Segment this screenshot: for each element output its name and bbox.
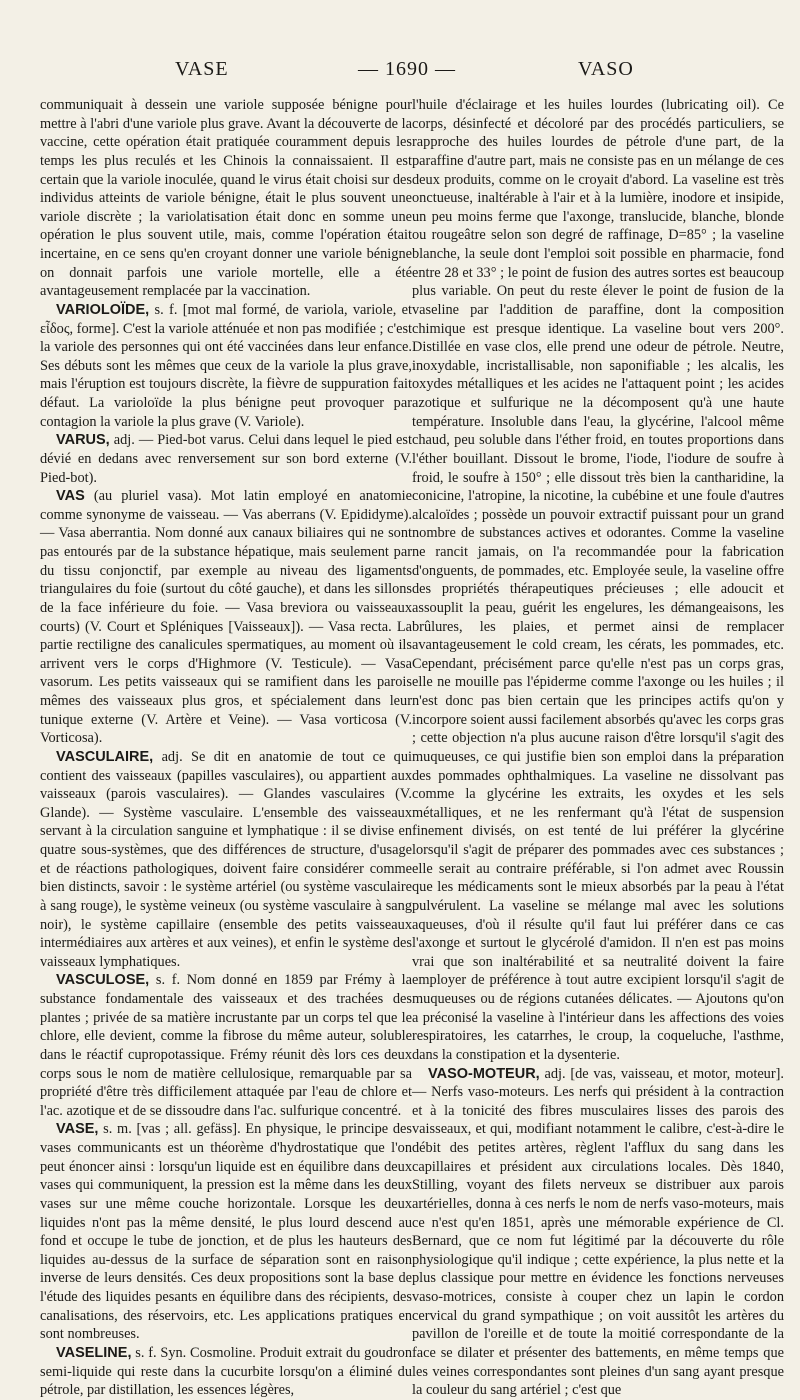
entry-varioloide: [40, 301, 412, 431]
entry-vaseline: [40, 1344, 412, 1400]
entry-text: s. f. Syn. Cosmoline. Produit extrait du goudron semi-liquide qui reste dans la cucurbite lorsqu'on a éliminé du pétrole, par distillation, les essences légères,: [40, 1344, 412, 1399]
right-column: [412, 96, 784, 1399]
paragraph-continued: communiquait à dessein une variole supposée bénigne pour mettre à l'abri d'une variole plus grave. Avant la découverte de la vaccine, cette opération était pratiquée couramment depuis les temps les plus reculés et les Chinois la connaissaient. Il est certain que la variole inoculée, quand le virus était choisi sur des individus atteints de variole bénigne, était le plus souvent une variole discrète ; la variolatisation était donc en somme une opération le plus souvent utile, mais, comme l'opération était incertaine, en ce sens qu'en croyant donner une variole bénigne on donnait parfois une variole mortelle, elle a été avantageusement remplacée par la vaccination.: [40, 97, 412, 300]
headword: VASCULAIRE,: [56, 748, 154, 765]
headword: VASO-MOTEUR,: [428, 1065, 540, 1082]
entry-vase: [40, 1120, 412, 1344]
entry-text: s. m. [vas ; all. gefäss]. En physique, le principe des vases communicants est un théorème d'hydrostatique que l'on peut énoncer ainsi : lorsqu'un liquide est en équilibre dans deux vases qui communiquent, la pression est la même dans les deux vases sur une même couche horizontale. Lorsque les deux liquides n'ont pas la même densité, le plus lourd descend au fond et occupe le tube de jonction, et de plus les hauteurs des liquides au-dessus de la surface de séparation sont en raison inverse de leurs densités. Ces deux propositions sont la base de l'étude des liquides pesants en équilibre dans des récipients, des canalisations, des réservoirs, etc. Les applications pratiques en sont nombreuses.: [40, 1121, 412, 1343]
headword: VAS: [56, 488, 85, 505]
entry-vasculose: [40, 971, 412, 1120]
running-header: [0, 58, 800, 90]
headword: VARIOLOÏDE,: [56, 301, 150, 318]
entry-text: adj. — Pied-bot varus. Celui dans lequel le pied est dévié en dedans avec renversement sur son bord externe (V. Pied-bot).: [40, 432, 412, 486]
entry-text: adj. [de vas, vaisseau, et motor, moteur]. — Nerfs vaso-moteurs. Les nerfs qui président à la contraction et à la tonicité des fibres musculaires lisses des parois des vaisseaux, et qui, modifiant notamment le calibre, c'est-à-dire le débit des petites artères, règlent l'afflux du sang dans les capillaires et président aux circulations locales. Dès 1840, Stilling, voyant des filets nerveux se distribuer aux parois artérielles, donna à ces nerfs le nom de nerfs vaso-moteurs, mais ce n'est qu'en 1851, après une mémorable expérience de Cl. Bernard, que ce nom fut légitimé par la découverte du rôle physiologique qu'il indique ; cette expérience, la plus nette et la plus classique pour mettre en évidence les fonctions nerveuses vaso-motrices, consiste à couper chez un lapin le cordon cervical du grand sympathique ; on voit aussitôt les artères du pavillon de l'oreille et de toute la moitié correspondante de la face se dilater et présenter des battements, en même temps que les veines correspondantes sont pleines d'un sang ayant presque la couleur du sang artériel ; c'est que: [412, 1065, 784, 1399]
entry-text: s. f. [mot mal formé, de variola, variole, et εἶδος, forme]. C'est la variole atténuée et non pas modifiée ; c'est la variole des personnes qui ont été vaccinées dans leur enfance. Ses débuts sont les mêmes que ceux de la variole la plus grave, mais l'éruption est toujours discrète, la fièvre de suppuration fait défaut. La varioloïde la plus bénigne peut provoquer par contagion la variole la plus grave (V. Variole).: [40, 301, 413, 430]
entry-varus: [40, 431, 412, 487]
entry-text: adj. Se dit en anatomie de tout ce qui contient des vaisseaux (papilles vasculaires), ou appartient aux vaisseaux (parois vasculaires). — Glandes vasculaires (V. Glande). — Système vasculaire. L'ensemble des vaisseaux servant à la circulation sanguine et lymphatique : il se divise en quatre sous-systèmes, que des différences de structure, d'usage et de réactions pathologiques, doivent faire considérer comme bien distincts, savoir : le système artériel (ou système vasculaire à sang rouge), le système veineux (ou système vasculaire à sang noir), le système capillaire (ensemble des petits vaisseaux intermédiaires aux artères et aux veines), et enfin le système des vaisseaux lymphatiques.: [40, 748, 412, 970]
header-left-word: VASE: [175, 58, 229, 80]
headword: VASE,: [56, 1121, 99, 1138]
page-number: — 1690 —: [358, 58, 456, 80]
header-right-word: VASO: [578, 58, 634, 80]
entry-text: s. f. Nom donné en 1859 par Frémy à la substance fondamentale des vaisseaux et des trachées des plantes ; privée de sa matière incrustante par un corps tel que le chlore, elle devient, comme la fibrose du même auteur, soluble dans le réactif cupropotassique. Frémy réunit dès lors ces deux corps sous le nom de matière cellulosique, remarquable par sa propriété d'être très difficilement attaquée par l'eau de chlore et l'ac. azotique et de se dissoudre dans l'ac. sulfurique concentré.: [40, 972, 412, 1119]
headword: VASCULOSE,: [56, 972, 150, 989]
headword: VASELINE,: [56, 1344, 132, 1361]
paragraph-continued: l'huile d'éclairage et les huiles lourdes (lubricating oil). Ce corps, désinfecté et décoloré par des procédés particuliers, se rapproche des huiles lourdes de pétrole d'une part, de la paraffine d'autre part, mais ne consiste pas en un mélange de ces deux produits, comme on le croyait d'abord. La vaseline est très onctueuse, inaltérable à l'air et à la lumière, inodore et insipide, un peu moins ferme que l'axonge, translucide, blanche, blonde ou rougeâtre selon son degré de raffinage, D=85° ; la vaseline blanche, la seule dont l'emploi soit possible en pharmacie, fond entre 28 et 33° ; le point de fusion des autres sortes est beaucoup plus variable. On peut du reste élever le point de fusion de la vaseline par l'addition de paraffine, dont la composition chimique est presque identique. La vaseline bout vers 200°. Distillée en vase clos, elle prend une odeur de pétrole. Neutre, inoxydable, incristallisable, non saponifiable ; les alcalis, les oxydes métalliques et les acides ne l'attaquent point ; les acides azotique et sulfurique ne la décomposent qu'à une haute température. Insoluble dans l'eau, la glycérine, l'alcool même chaud, peu soluble dans l'éther froid, en toutes proportions dans l'éther bouillant. Dissout le brome, l'iode, l'iodure de soufre à froid, le soufre à 150° ; elle dissout très bien la cantharidine, la conicine, l'atropine, la nicotine, la cubébine et une foule d'autres alcaloïdes ; possède un pouvoir extractif puissant pour un grand nombre de substances actives et odorantes. Comme la vaseline ne rancit jamais, on l'a recommandée pour la fabrication d'onguents, de pommades, etc. Employée seule, la vaseline offre des propriétés thérapeutiques précieuses ; elle adoucit et assouplit la peau, guérit les engelures, les démangeaisons, les brûlures, les plaies, et permet ainsi de remplacer avantageusement le cold cream, les cérats, les pommades, etc. Cependant, précisément parce qu'elle n'est pas un corps gras, elle ne mouille pas l'épiderme comme l'axonge ou les huiles ; il n'est donc pas bien certain que les principes actifs qu'on y incorpore soient aussi facilement absorbés qu'avec les corps gras ; cette objection n'a plus aucune raison d'être lorsqu'il s'agit des muqueuses, ce qui justifie bien son emploi dans la préparation des pommades ophthalmiques. La vaseline ne dissolvant pas comme la glycérine les extraits, les oxydes et les sels métalliques, et ne les renfermant qu'à l'état de suspension finement divisés, on est tenté de lui préférer la glycérine lorsqu'il s'agit de préparer des pommades avec ces substances ; elle serait au contraire préférable, si l'on admet avec Roussin que les médicaments sont le mieux absorbés par la peau à l'état pulvérulent. La vaseline se mélange mal avec les solutions aqueuses, d'où il résulte qu'il faut lui préférer dans ce cas l'axonge et surtout le glycérolé d'amidon. Il n'en est pas moins vrai que son inaltérabilité et sa neutralité doivent la faire employer de préférence à tout autre excipient lorsqu'il s'agit de muqueuses ou de régions cutanées délicates. — Ajoutons qu'on a préconisé la vaseline à l'intérieur dans les affections des voies respiratoires, les catarrhes, le croup, la coqueluche, l'asthme, dans la constipation et la dysenterie.: [412, 97, 784, 1063]
entry-vas: [40, 487, 412, 748]
entry-text: (au pluriel vasa). Mot latin employé en anatomie comme synonyme de vaisseau. — Vas aberrans (V. Epididyme). — Vasa aberrantia. Nom donné aux canaux biliaires qui ne sont pas entourés par de la substance hépatique, mais seulement par du tissu conjonctif, par exemple au niveau des ligaments triangulaires du foie (surtout du côté gauche), et dans les sillons de la face inférieure du foie. — Vasa breviora ou vaisseaux courts) (V. Court et Spléniques [Vaisseaux]). — Vasa recta. La partie rectiligne des canalicules spermatiques, au moment où ils arrivent vers le corps d'Highmore (V. Testicule). — Vasa vasorum. Les petits vaisseaux qui se ramifient dans les parois mêmes des vaisseaux plus gros, et spécialement dans leur tunique externe (V. Artère et Veine). — Vasa vorticosa (V. Vorticosa).: [40, 488, 412, 747]
headword: VARUS,: [56, 432, 110, 449]
entry-vasculaire: [40, 748, 412, 972]
entry-vaso-moteur: [412, 1065, 784, 1400]
left-column: [40, 96, 413, 1399]
